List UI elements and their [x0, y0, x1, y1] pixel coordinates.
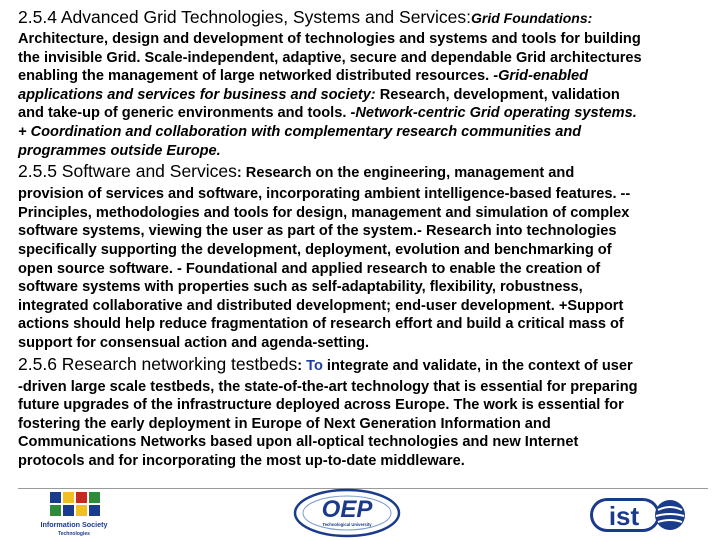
paragraph-line: programmes outside Europe. [18, 142, 221, 159]
paragraph-line: protocols and for incorporating the most up-to-date middleware. [18, 452, 465, 469]
paragraph-line: software systems, viewing the user as part of the system.- Research into technologies [18, 223, 617, 240]
paragraph-line: integrated collaborative and distributed development; end-user development. +Support [18, 297, 624, 314]
paragraph-line: open source software. - Foundational and applied research to enable the creation of [18, 260, 601, 277]
logo-square-icon [63, 505, 74, 516]
logo-square-icon [89, 505, 100, 516]
section-2-5-5-heading: 2.5.5 Software and Services: Research on the engineering, management and [18, 161, 575, 182]
oep-subtitle: Technological University [322, 522, 372, 527]
logo-square-icon [50, 505, 61, 516]
paragraph-line: and take-up of generic environments and tools. -Network-centric Grid operating systems. [18, 105, 637, 122]
logo-square-icon [76, 505, 87, 516]
section-heading: 2.5.6 Research networking testbeds [18, 353, 298, 374]
logo-square-icon [63, 492, 74, 503]
logo-left-line2: Technologies [58, 531, 90, 537]
paragraph-line: Principles, methodologies and tools for design, management and simulation of complex [18, 204, 630, 221]
paragraph-line: actions should help reduce fragmentation of research effort and build a critical mass of [18, 316, 624, 333]
logo-square-icon [89, 492, 100, 503]
logo-left-line1: Information Society [40, 520, 108, 529]
oep-wordmark: OEP [321, 496, 373, 523]
information-society-logo [28, 488, 120, 538]
section-2-5-4-heading [18, 6, 708, 30]
paragraph-line: enabling the management of large networked distributed resources. -Grid-enabled [18, 68, 589, 85]
ist-wordmark: ist [608, 501, 640, 531]
logo-square-icon [50, 492, 61, 503]
section-2-5-6-heading: 2.5.6 Research networking testbeds: To integrate and validate, in the context of user [18, 353, 633, 374]
section-subheading: Grid Foundations: [470, 10, 593, 26]
paragraph-line: software systems with properties such as self-adaptability, flexibility, robustness, [18, 279, 583, 296]
oep-logo [292, 488, 402, 540]
paragraph-line: fostering the early deployment in Europe of Next Generation Information and [18, 415, 551, 432]
paragraph-line: specifically supporting the development, deployment, evolution and benchmarking of [18, 241, 612, 258]
paragraph-line: Architecture, design and development of technologies and systems and tools for building [18, 31, 641, 47]
paragraph-line: future upgrades of the infrastructure deployed across Europe. The work is essential for [18, 397, 624, 414]
document-body [18, 6, 708, 470]
paragraph-line: support for consensual action and agenda-setting. [18, 334, 370, 351]
section-heading: 2.5.5 Software and Services [18, 161, 237, 182]
ist-logo [588, 494, 688, 536]
paragraph-line: provision of services and software, incorporating ambient intelligence-based features. -- [18, 186, 631, 203]
paragraph-line: Communications Networks based upon all-optical technologies and new Internet [18, 434, 579, 451]
paragraph-line: -driven large scale testbeds, the state-of-the-art technology that is essential for preparing [18, 378, 638, 395]
section-heading: 2.5.4 Advanced Grid Technologies, Systems and Services: [18, 7, 471, 27]
paragraph-line: + Coordination and collaboration with complementary research communities and [18, 123, 582, 140]
paragraph-line: the invisible Grid. Scale-independent, adaptive, secure and dependable Grid architectures [18, 49, 642, 66]
logo-square-icon [76, 492, 87, 503]
paragraph-line: applications and services for business and society: Research, development, validation [18, 86, 620, 103]
